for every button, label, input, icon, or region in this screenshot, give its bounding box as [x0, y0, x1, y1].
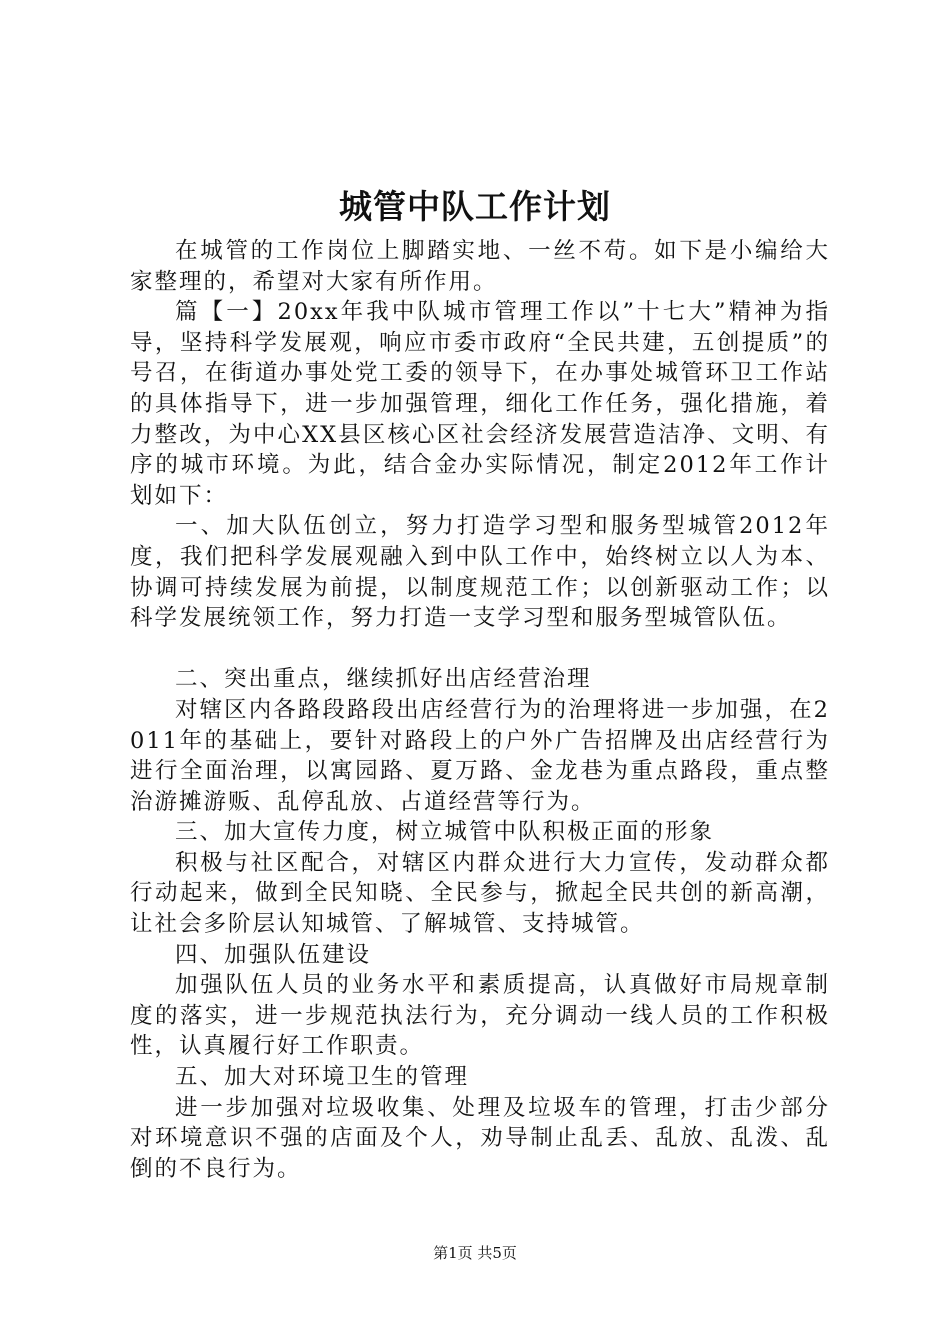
heading-section-three: 三、加大宣传力度，树立城管中队积极正面的形象	[175, 819, 715, 846]
document-title: 城管中队工作计划	[339, 187, 611, 226]
page-number-footer: 第1页 共5页	[433, 1244, 517, 1262]
heading-section-five: 五、加大对环境卫生的管理	[175, 1064, 470, 1091]
paragraph-chapter-one: 篇【一】20xx年我中队城市管理工作以”十七大”精神为指导，坚持科学发展观，响应市委市政府“全民共建，五创提质”的号召，在街道办事处党工委的领导下，在办事处城管环卫工作站的具体指导下，进一步加强管理，细化工作任务，强化措施，着力整改，为中心XX县区核心区社会经济发展营造洁净、文明、有序的城市环境。为此，结合金办实际情况，制定2012年工作计划如下：	[130, 299, 830, 509]
paragraph-section-four: 加强队伍人员的业务水平和素质提高，认真做好市局规章制度的落实，进一步规范执法行为，充分调动一线人员的工作积极性，认真履行好工作职责。	[130, 972, 830, 1060]
paragraph-intro: 在城管的工作岗位上脚踏实地、一丝不苟。如下是小编给大家整理的，希望对大家有所作用。	[130, 238, 830, 295]
heading-section-four: 四、加强队伍建设	[175, 941, 372, 968]
paragraph-section-five: 进一步加强对垃圾收集、处理及垃圾车的管理，打击少部分对环境意识不强的店面及个人，劝导制止乱丢、乱放、乱泼、乱倒的不良行为。	[130, 1094, 830, 1182]
paragraph-section-three: 积极与社区配合，对辖区内群众进行大力宣传，发动群众都行动起来，做到全民知晓、全民参与，掀起全民共创的新高潮，让社会多阶层认知城管、了解城管、支持城管。	[130, 849, 830, 938]
paragraph-section-two: 对辖区内各路段路段出店经营行为的治理将进一步加强，在2011年的基础上，要针对路段上的户外广告招牌及出店经营行为进行全面治理，以寓园路、夏万路、金龙巷为重点路段，重点整治游摊游贩、乱停乱放、占道经营等行为。	[130, 696, 830, 815]
heading-section-two: 二、突出重点，继续抓好出店经营治理	[175, 666, 592, 693]
paragraph-section-one: 一、加大队伍创立，努力打造学习型和服务型城管2012年度，我们把科学发展观融入到中队工作中，始终树立以人为本、协调可持续发展为前提，以制度规范工作；以创新驱动工作；以科学发展统领工作，努力打造一支学习型和服务型城管队伍。	[130, 513, 830, 632]
document-body	[130, 236, 830, 1184]
